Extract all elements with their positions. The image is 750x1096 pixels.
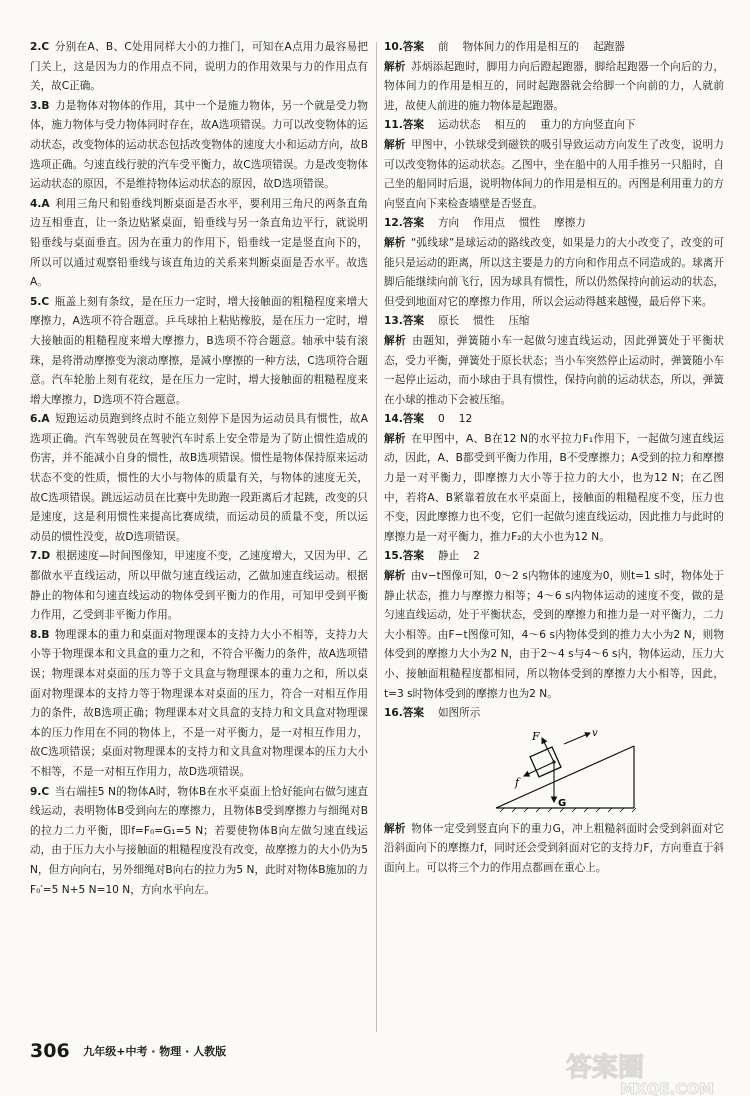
answer-explanation: 由v−t图像可知，0～2 s内物体的速度为0，则t=1 s时，物体处于静止状态，推力与摩擦力相等；4～6 s内物体运动的速度不变，做的是匀速直线运动，处于平衡状态，受到的摩擦力和推力是一对平衡力，二力大小相等。由F−t图像可知，4～6 s内物体受到的推力大小为2 N，则物体受到的摩擦力大小为2 N，由于2～4 s与4～6 s内，物体运动，压力大小、接触面粗糙程度都相同，所以物体受到的摩擦力大小相等，因此，t=3 s时物体受到的摩擦力也为2 N。 — [384, 570, 724, 700]
answer-number: 3.B — [30, 99, 50, 112]
explanation-label: 解析 — [384, 236, 406, 249]
block — [530, 747, 561, 777]
answer-number: 4.A — [30, 197, 50, 210]
explanation-label: 解析 — [384, 822, 406, 835]
answer-explanation: 在甲图中，A、B在12 N的水平拉力F₁作用下，一起做匀速直线运动，因此，A、B都受到平衡力作用，B不受摩擦力；A受到的拉力和摩擦力是一对平衡力，即摩擦力大小等于拉力的大小，也为12 N；在乙图中，若将A、B紧靠着放在水平桌面上，接触面的粗糙程度不变，压力也不变，因此摩擦力也不变，它们一起做匀速直线运动，因此推力与此时的摩擦力是一对平衡力，推力F₂的大小也为12 N。 — [384, 432, 725, 543]
explanation-item — [384, 820, 724, 879]
answer-explanation: 物体一定受到竖直向下的重力G，冲上粗糙斜面时会受到斜面对它沿斜面向下的摩擦力f，同时还会受到斜面对它的支持力F，方向垂直于斜面向上。可以将三个力的作用点都画在重心上。 — [384, 822, 724, 874]
answer-explanation: 苏炳添起跑时，脚用力向后蹬起跑器，脚给起跑器一个向后的力，物体间力的作用是相互的，同时起跑器就会给脚一个向前的力，人就前进，故使人前进的施力物体是起跑器。 — [384, 60, 724, 112]
answer-explanation: 由题知，弹簧随小车一起做匀速直线运动，因此弹簧处于平衡状态，受力平衡，弹簧处于原长状态；当小车突然停止运动时，弹簧随小车一起停止运动，而小球由于具有惯性，保持向前的运动状态，所以，弹簧在小球的推动下会被压缩。 — [384, 334, 725, 406]
answer-explanation: 短跑运动员跑到终点时不能立刻停下是因为运动员具有惯性，故A选项正确。汽车驾驶员在驾驶汽车时系上安全带是为了防止惯性造成的伤害，并不能减小自身的惯性，故B选项错误。惯性是物体保持原来运动状态不变的性质，惯性的大小与物体的质量有关，与物体的速度无关，故C选项错误。跳远运动员在比赛中先助跑一段距离后才起跳，改变的只是速度，这是利用惯性来提高比赛成绩，而运动员的质量不变，所以运动员的惯性没变，故D选项错误。 — [30, 413, 368, 543]
answer-label: 答案 — [402, 217, 424, 230]
answer-number: 8.B — [30, 628, 50, 641]
answer-item — [30, 626, 368, 783]
answer-value: 压缩 — [508, 315, 530, 328]
right-column — [384, 38, 724, 879]
answer-item — [30, 783, 368, 901]
answer-label: 答案 — [402, 550, 424, 563]
explanation-item — [384, 58, 724, 117]
answer-number: 13. — [384, 315, 403, 328]
explanation-item — [384, 332, 724, 410]
answer-explanation: 物理课本的重力和桌面对物理课本的支持力大小不相等，支持力大小等于物理课本和文具盒的重力之和，不符合平衡力的条件，故A选项错误；物理课本对桌面的压力等于文具盒与物理课本的重力之和，所以桌面对物理课本的支持力等于物理课本对桌面的压力，符合一对相互作用力的条件，故B选项正确；物理课本对文具盒的支持力和文具盒对物理课本的压力作用在不同的物体上，不是一对平衡力，是一对相互作用力，故C选项错误；桌面对物理课本的支持力和文具盒对物理课本的压力大小不相等，不是一对相互作用力，故D选项错误。 — [30, 628, 368, 778]
book-title: 九年级+中考 · 物理 · 人教版 — [83, 1045, 227, 1058]
answer-explanation: 力是物体对物体的作用，其中一个是施力物体，另一个就是受力物体，施力物体与受力物体同时存在，故A选项错误。力可以改变物体的运动状态，改变物体的运动状态包括改变物体的速度大小和运动方向，故B选项正确。匀速直线行驶的汽车受平衡力，故C选项错误。力是改变物体运动状态的原因，不是维持物体运动状态的原因，故D选项错误。 — [30, 99, 368, 191]
answer-item — [384, 38, 724, 58]
label-friction: f — [515, 775, 520, 789]
answer-item — [30, 195, 368, 293]
answer-label: 答案 — [402, 707, 424, 720]
label-gravity: G — [558, 797, 567, 809]
answer-explanation: 瓶盖上刻有条纹，是在压力一定时，增大接触面的粗糙程度来增大摩擦力，A选项不符合题意。乒乓球拍上粘贴橡胶，是在压力一定时，增大接触面的粗糙程度来增大摩擦力，B选项不符合题意。轴承中装有滚珠，是将滑动摩擦变为滚动摩擦，是减小摩擦的一种方法，C选项符合题意。汽车轮胎上刻有花纹，是在压力一定时，增大接触面的粗糙程度来增大摩擦力，D选项不符合题意。 — [30, 295, 368, 406]
answer-value: 运动状态 — [437, 119, 481, 132]
answer-value: 作用点 — [473, 217, 505, 230]
answer-value: 摩擦力 — [554, 217, 586, 230]
explanation-label: 解析 — [384, 570, 406, 583]
answer-number: 6.A — [30, 413, 50, 426]
answer-number: 16. — [384, 707, 403, 720]
answer-number: 15. — [384, 550, 403, 563]
answer-number: 14. — [384, 413, 403, 426]
page-footer — [30, 1040, 226, 1062]
label-support: F — [532, 729, 540, 743]
answer-label: 答案 — [402, 41, 424, 53]
answer-number: 2.C — [30, 41, 50, 53]
watermark-line1: 答案圈 — [566, 1053, 645, 1083]
answer-value: 12 — [458, 413, 473, 426]
explanation-item — [384, 234, 724, 312]
answer-number: 11. — [384, 119, 403, 132]
answer-value: 方向 — [437, 217, 460, 230]
left-column — [30, 38, 368, 900]
answer-label: 答案 — [402, 315, 424, 328]
explanation-item — [384, 136, 724, 214]
answer-item — [384, 547, 724, 567]
watermark-logo — [560, 1050, 750, 1096]
watermark-line2: MXQE.COM — [620, 1080, 714, 1096]
label-velocity: v — [592, 727, 598, 739]
answer-label: 答案 — [402, 119, 424, 132]
answer-item — [30, 97, 368, 195]
explanation-label: 解析 — [384, 60, 406, 73]
answer-item — [384, 704, 724, 724]
answer-explanation: 当右端挂5 N的物体A时，物体B在水平桌面上恰好能向右做匀速直线运动，表明物体B受到向左的摩擦力，且物体B受到摩擦力与细绳对B的拉力二力平衡，即f=F₀=G₁=5 N；若要使物体B向左做匀速直线运动，由于压力大小与接触面的粗糙程度没有改变，故摩擦力的大小仍为5 N，但方向向右，另外细绳对B向右的拉力为5 N，此时对物体B施加的力F₀′=5 N+5 N=10 N，方向水平向左。 — [30, 785, 368, 896]
explanation-item — [384, 430, 724, 548]
answer-item — [384, 312, 724, 332]
answer-item — [30, 293, 368, 411]
answer-number: 9.C — [30, 785, 50, 798]
answer-value: 前 — [437, 41, 449, 53]
explanation-label: 解析 — [384, 334, 407, 347]
answer-number: 12. — [384, 217, 403, 230]
page-number: 306 — [30, 1040, 70, 1062]
answer-value: 重力的方向竖直向下 — [540, 119, 636, 132]
answer-value: 起跑器 — [593, 41, 625, 53]
answer-item — [30, 547, 368, 625]
answer-value: 相互的 — [494, 119, 527, 132]
answer-item — [384, 214, 724, 234]
answer-label: 答案 — [402, 413, 424, 426]
answer-value: 惯性 — [473, 315, 495, 328]
answer-value: 2 — [473, 550, 480, 563]
answer-value: 0 — [437, 413, 445, 426]
answer-number: 7.D — [30, 550, 51, 563]
explanation-item — [384, 567, 724, 704]
answer-number: 5.C — [30, 295, 50, 308]
explanation-label: 解析 — [384, 138, 406, 151]
answer-number: 10. — [384, 41, 403, 53]
answer-value: 原长 — [437, 315, 460, 328]
answer-explanation: 根据速度—时间图像知，甲速度不变，乙速度增大，又因为甲、乙都做水平直线运动，所以甲做匀速直线运动，乙做加速直线运动。根据静止的物体和匀速直线运动的物体受到平衡力的作用，可知甲受到平衡力作用，乙受到非平衡力作用。 — [30, 550, 368, 622]
incline-svg — [384, 726, 724, 816]
answer-explanation: 分别在A、B、C处用同样大小的力推门，可知在A点用力最容易把门关上，这是因为力的作用点不同，说明力的作用效果与力的作用点有关，故C正确。 — [30, 41, 368, 93]
answer-item — [30, 38, 368, 97]
answer-item — [384, 410, 724, 430]
answer-value: 惯性 — [518, 217, 541, 230]
explanation-label: 解析 — [384, 432, 406, 445]
answer-explanation: “弧线球”是球运动的路线改变，如果是力的大小改变了，改变的可能只是运动的距离，所以这主要是力的方向和作用点不同造成的。球离开脚后能继续向前飞行，因为球具有惯性，所以仍然保持向前运动的状态，但受到地面对它的摩擦力作用，所以会运动得越来越慢，最后停下来。 — [384, 236, 724, 308]
answer-explanation: 利用三角尺和铅垂线判断桌面是否水平，要利用三角尺的两条直角边互相垂直，让一条边贴紧桌面，铅垂线与另一条直角边平行，就说明铅垂线与桌面垂直。因为在重力的作用下，铅垂线一定是竖直向下的，所以可以通过观察铅垂线与该直角边的关系来判断桌面是否水平。故选A。 — [30, 197, 368, 289]
answer-value: 静止 — [437, 550, 460, 563]
answer-value: 如图所示 — [437, 707, 481, 720]
column-divider — [376, 42, 377, 1032]
answer-explanation: 甲图中，小铁球受到磁铁的吸引导致运动方向发生了改变，说明力可以改变物体的运动状态。乙图中，坐在船中的人用手推另一只船时，自己坐的船同时后退，说明物体间力的作用是相互的。丙图是利用重力的方向竖直向下来检查墙壁是否竖直。 — [384, 138, 724, 210]
answer-item — [384, 116, 724, 136]
answer-value: 物体间力的作用是相互的 — [462, 41, 580, 53]
incline-force-diagram — [384, 726, 724, 816]
answer-item — [30, 410, 368, 547]
